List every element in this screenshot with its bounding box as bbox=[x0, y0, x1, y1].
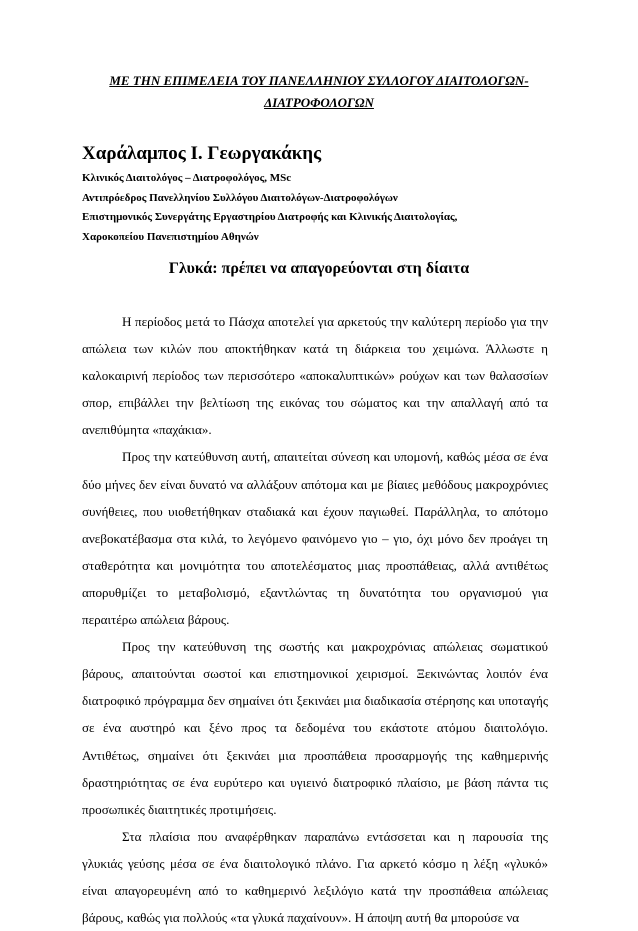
body-paragraph: Στα πλαίσια που αναφέρθηκαν παραπάνω εντάσσεται και η παρουσία της γλυκιάς γεύσης μέσα σε ένα διαιτολογικό πλάνο. Για αρκετό κόσμο η λέξη «γλυκό» είναι απαγορευμένη από το καθημερινό λεξιλόγιο κατά την προσπάθεια απώλειας βάρους, καθώς για πολλούς «τα γλυκά παχαίνουν». Η άποψη αυτή θα μπορούσε να bbox=[82, 828, 548, 926]
organization-header bbox=[82, 70, 556, 114]
credential-line: Κλινικός Διαιτολόγος – Διατροφολόγος, MSc bbox=[82, 172, 292, 184]
header-line-2: ΔΙΑΤΡΟΦΟΛΟΓΩΝ bbox=[264, 95, 374, 110]
author-name: Χαράλαμπος Ι. Γεωργακάκης bbox=[82, 143, 322, 164]
credential-line: Επιστημονικός Συνεργάτης Εργαστηρίου Διατροφής και Κλινικής Διαιτολογίας, bbox=[82, 211, 458, 224]
article-title: Γλυκά: πρέπει να απαγορεύονται στη δίαιτα bbox=[168, 260, 470, 277]
body-paragraph: Προς την κατεύθυνση της σωστής και μακροχρόνιας απώλειας σωματικού βάρους, απαιτούνται σωστοί και επιστημονικοί χειρισμοί. Ξεκινώντας λοιπόν ένα διατροφικό πρόγραμμα δεν σημαίνει ότι ξεκινάει μια διαδικασία στέρησης και υποταγής σε ένα αυστηρό και ξένο προς τα δεδομένα του εκάστοτε ατόμου διαιτολόγιο. Αντιθέτως, σημαίνει ότι ξεκινάει μια προσπάθεια προσαρμογής της καθημερινής δραστηριότητας σε ένα ευρύτερο και υγιεινό διατροφικό πλαίσιο, με βάση πάντα τις προσωπικές διαιτητικές προτιμήσεις. bbox=[82, 639, 548, 817]
credential-line: Χαροκοπείου Πανεπιστημίου Αθηνών bbox=[82, 230, 259, 243]
author-credentials bbox=[82, 169, 556, 247]
body-paragraph: Η περίοδος μετά το Πάσχα αποτελεί για αρκετούς την καλύτερη περίοδο για την απώλεια των κιλών που αποκτήθηκαν κατά τη διάρκεια του χειμώνα. Άλλωστε η καλοκαιρινή περίοδος των περισσότερο «αποκαλυπτικών» ρούχων και των θαλασσίων σπορ, επιβάλλει την βελτίωση της εικόνας του σώματος και την απαλλαγή από τα ανεπιθύμητα «παχάκια». bbox=[82, 314, 548, 438]
header-line-1: ΜΕ ΤΗΝ ΕΠΙΜΕΛΕΙΑ ΤΟΥ ΠΑΝΕΛΛΗΝΙΟΥ ΣΥΛΛΟΓΟΥ ΔΙΑΙΤΟΛΟΓΩΝ- bbox=[109, 73, 529, 88]
body-paragraph: Προς την κατεύθυνση αυτή, απαιτείται σύνεση και υπομονή, καθώς μέσα σε ένα δύο μήνες δεν είναι δυνατό να αλλάξουν απότομα και με βίαιες μεθόδους μακροχρόνιες συνήθειες, που υιοθετήθηκαν σταδιακά και έχουν παγιωθεί. Παράλληλα, το απότομο ανεβοκατέβασμα στα κιλά, το λεγόμενο φαινόμενο γιο – γιο, όχι μόνο δεν προάγει τη σταθερότητα και μονιμότητα του αποτελέσματος μιας προσπάθειας, αλλά αντιθέτως απορυθμίζει το μεταβολισμό, εξαντλώντας τη δυνατότητα του οργανισμού για περαιτέρω απώλεια βάρους. bbox=[82, 449, 548, 628]
article-body bbox=[82, 308, 548, 931]
credential-line: Αντιπρόεδρος Πανελληνίου Συλλόγου Διαιτολόγων-Διατροφολόγων bbox=[82, 191, 398, 204]
